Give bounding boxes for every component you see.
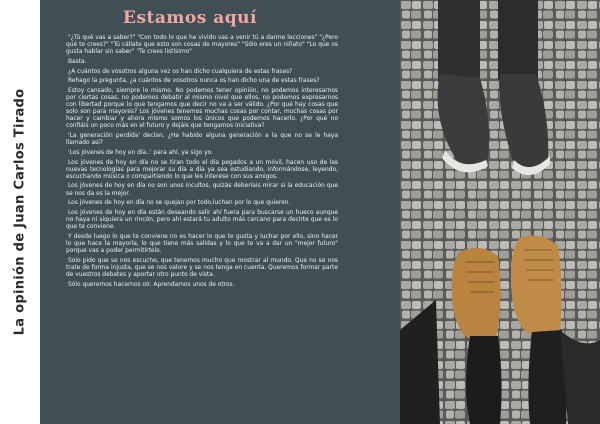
article-heading: Estamos aquí bbox=[123, 8, 257, 28]
paragraph: Basta. bbox=[68, 58, 87, 65]
paragraph: 'Los jóvenes de hoy en día..' para ahí, ya sigo yo. bbox=[68, 149, 214, 156]
cobblestone-shoes-photo bbox=[400, 0, 600, 424]
paragraph: Los jóvenes de hoy en día están deseando salir ahí fuera para buscarse un hueco aunque no haya ni siquiera un rincón, pero ahí estará tu adulto más cercano para decirte que es lo que te conviene. bbox=[66, 209, 338, 231]
paragraph: Los jóvenes de hoy en día no son unos incultos, quizás deberíais mirar si la educación que se nos da es la mejor. bbox=[66, 183, 338, 197]
paragraph: Estoy cansado, siempre lo mismo. No podemos tener opinión, no podemos interesarnos por ciertas cosas, no podemos debatir al mismo nivel que ellos, no podemos expresarnos con libertad porque lo que tengamos que decir no va a ser válido. ¿Por qué hay cosas que solo son para mayores? Los jóvenes tenemos muchas cosas por contar, muchas cosas por hacer y cambiar y ahora mismo somos los únicos que podemos hacerlo. ¿Por qué no confiáis un poco más en el futuro y dejáis que tengamos iniciativa? bbox=[66, 87, 338, 130]
side-strip bbox=[0, 0, 40, 424]
author-column-title: La opinión de Juan Carlos Tirado bbox=[12, 88, 28, 336]
article-body bbox=[66, 35, 338, 291]
paragraph: Rehago la pregunta, ¿a cuántos de vosotros nunca os han dicho una de estas frases? bbox=[68, 78, 320, 85]
paragraph: Sólo queremos hacernos oír. Aprendamos unos de otros. bbox=[68, 281, 235, 288]
paragraph: Solo pido que se nos escuche, que tenemos mucho que mostrar al mundo. Que no se nos trate de forma injusta, que se nos valore y se nos tenga en cuenta. Queremos formar parte de vuestros debates y aportar otro punto de vista. bbox=[66, 257, 338, 278]
paragraph: Y desde luego lo que te conviene no es hacer lo que te gusta y luchar por ello, sino hacer lo que hace la mayoría, lo que tiene más salidas y lo que te va a dar un "mejor futuro" porque vas a poder permitírtelo. bbox=[66, 233, 338, 254]
paragraph: Los jóvenes de hoy en día no se quejan por todo,luchan por lo que quieren. bbox=[68, 200, 291, 207]
paragraph: "¿Tú qué vas a saber?" "Con todo lo que he vivido vas a venir tú a darme lecciones" "¿Pero qué te crees?" "Tú cállate que esto son cosas de mayores" "Sólo eres un niñato" "Lo que os gusta hablar sin saber" "Te crees listísimo" bbox=[66, 35, 338, 56]
paragraph: Los jóvenes de hoy en día no se tiran todo el día pegados a un móvil, hacen uso de las nuevas tecnologías para mejorar su día a día ya sea estudiando, informándose, leyendo, escuchando música o compartiendo lo que les interese con sus amigos. bbox=[66, 159, 338, 180]
paragraph: ¿A cuántos de vosotros alguna vez os han dicho cualquiera de estas frases? bbox=[68, 68, 293, 75]
article-panel bbox=[40, 0, 400, 424]
paragraph: 'La generación perdida' declan. ¿Ha habido alguna generación a la que no se le haya llamado así? bbox=[66, 133, 338, 147]
